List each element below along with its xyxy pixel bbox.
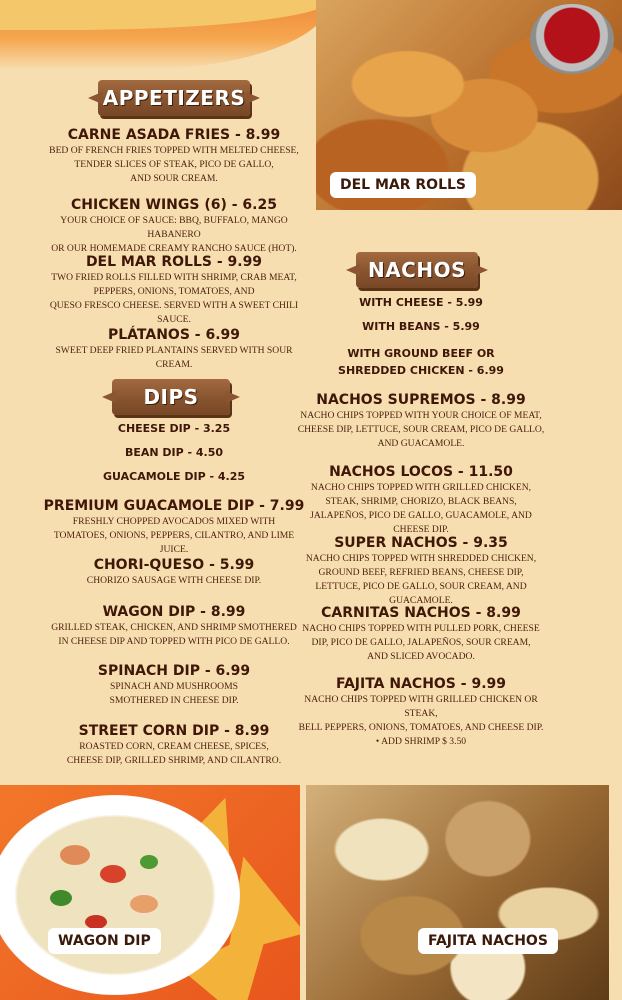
item-name: WITH CHEESE - 5.99 — [359, 296, 483, 309]
menu-item-chicken-wings — [40, 196, 308, 256]
item-name: SPINACH DIP - 6.99 — [97, 663, 251, 679]
menu-item-spinach-dip — [40, 662, 308, 708]
menu-item-nachos-with-cheese — [296, 296, 546, 310]
item-name: CHICKEN WINGS (6) - 6.25 — [71, 197, 277, 213]
tomato-topping — [85, 915, 107, 929]
dips-heading: DIPS — [112, 379, 230, 415]
menu-item-nachos-locos — [296, 463, 546, 537]
item-name: CARNITAS NACHOS - 8.99 — [321, 605, 521, 621]
item-name: NACHOS SUPREMOS - 8.99 — [316, 392, 526, 408]
item-description: SWEET DEEP FRIED PLANTAINS SERVED WITH SOUR CREAM. — [55, 345, 293, 370]
item-name: CARNE ASADA FRIES - 8.99 — [67, 127, 281, 143]
item-name: BEAN DIP - 4.50 — [124, 446, 224, 459]
item-description: BED OF FRENCH FRIES TOPPED WITH MELTED CHEESE, TENDER SLICES OF STEAK, PICO DE GALLO, AND SOUR CREAM. — [49, 145, 299, 184]
tomato-topping — [100, 865, 126, 883]
cilantro-topping — [140, 855, 158, 869]
item-name: CHORI-QUESO - 5.99 — [93, 557, 255, 573]
item-name: GUACAMOLE DIP - 4.25 — [102, 470, 246, 483]
item-description: GRILLED STEAK, CHICKEN, AND SHRIMP SMOTHERED IN CHEESE DIP AND TOPPED WITH PICO DE GALLO. — [51, 622, 297, 647]
menu-item-carne-asada-fries — [40, 126, 308, 186]
item-name: WITH BEANS - 5.99 — [362, 320, 480, 333]
item-description: NACHO CHIPS TOPPED WITH PULLED PORK, CHEESE DIP, PICO DE GALLO, JALAPEÑOS, SOUR CREAM, AND SLICED AVOCADO. — [302, 623, 540, 662]
item-name: STREET CORN DIP - 8.99 — [78, 723, 270, 739]
item-name: PREMIUM GUACAMOLE DIP - 7.99 — [43, 498, 305, 514]
dip-bowl — [0, 795, 240, 995]
shrimp-topping — [130, 895, 158, 913]
fajita-nachos-photo-label: FAJITA NACHOS — [418, 928, 558, 954]
item-description: FRESHLY CHOPPED AVOCADOS MIXED WITH TOMATOES, ONIONS, PEPPERS, CILANTRO, AND LIME JUICE. — [53, 516, 295, 555]
wagon-dip-photo-label: WAGON DIP — [48, 928, 161, 954]
appetizers-heading: APPETIZERS — [98, 80, 250, 116]
item-description: NACHO CHIPS TOPPED WITH GRILLED CHICKEN OR STEAK, BELL PEPPERS, ONIONS, TOMATOES, AND CHEESE DIP. • ADD SHRIMP $ 3.50 — [298, 694, 544, 747]
menu-item-super-nachos — [296, 534, 546, 608]
del-mar-rolls-photo-label: DEL MAR ROLLS — [330, 172, 476, 198]
item-description: SPINACH AND MUSHROOMS SMOTHERED IN CHEESE DIP. — [109, 681, 239, 706]
item-name: SUPER NACHOS - 9.35 — [334, 535, 508, 551]
wagon-dip-photo — [0, 785, 300, 1000]
shrimp-topping — [60, 845, 90, 865]
item-description: NACHO CHIPS TOPPED WITH GRILLED CHICKEN, STEAK, SHRIMP, CHORIZO, BLACK BEANS, JALAPEÑOS, PICO DE GALLO, GUACAMOLE, AND CHEESE DIP. — [310, 482, 532, 535]
item-description: NACHO CHIPS TOPPED WITH SHREDDED CHICKEN, GROUND BEEF, REFRIED BEANS, CHEESE DIP, LETTUCE, PICO DE GALLO, SOUR CREAM, AND GUACAMOLE. — [305, 553, 537, 606]
menu-item-guacamole-dip — [40, 470, 308, 484]
menu-item-wagon-dip — [40, 603, 308, 649]
menu-item-bean-dip — [40, 446, 308, 460]
menu-item-chori-queso — [40, 556, 308, 588]
menu-item-premium-guacamole-dip — [40, 497, 308, 557]
item-name: PLÁTANOS - 6.99 — [107, 327, 241, 343]
menu-item-cheese-dip — [40, 422, 308, 436]
item-description: ROASTED CORN, CREAM CHEESE, SPICES, CHEESE DIP, GRILLED SHRIMP, AND CILANTRO. — [66, 741, 282, 766]
item-name: CHEESE DIP - 3.25 — [117, 422, 231, 435]
fajita-nachos-photo — [306, 785, 609, 1000]
item-description: CHORIZO SAUSAGE WITH CHEESE DIP. — [86, 575, 262, 586]
item-description: NACHO CHIPS TOPPED WITH YOUR CHOICE OF MEAT, CHEESE DIP, LETTUCE, SOUR CREAM, PICO DE GALLO, AND GUACAMOLE. — [297, 410, 545, 449]
del-mar-rolls-photo — [316, 0, 622, 210]
cilantro-topping — [50, 890, 72, 906]
menu-item-carnitas-nachos — [296, 604, 546, 664]
menu-item-street-corn-dip — [40, 722, 308, 768]
item-name: NACHOS LOCOS - 11.50 — [329, 464, 513, 480]
menu-item-nachos-with-meat — [296, 345, 546, 379]
menu-item-platanos — [40, 326, 308, 372]
menu-item-nachos-with-beans — [296, 320, 546, 334]
chili-sauce-cup — [530, 4, 614, 74]
menu-item-del-mar-rolls — [40, 253, 308, 327]
menu-item-fajita-nachos — [296, 675, 546, 749]
item-name: DEL MAR ROLLS - 9.99 — [85, 254, 263, 270]
menu-item-nachos-supremos — [296, 391, 546, 451]
nachos-heading: NACHOS — [356, 252, 478, 288]
item-description: YOUR CHOICE OF SAUCE: BBQ, BUFFALO, MANGO HABANERO OR OUR HOMEMADE CREAMY RANCHO SAUCE (HOT). — [51, 215, 297, 254]
item-name: FAJITA NACHOS - 9.99 — [335, 676, 506, 692]
item-description: TWO FRIED ROLLS FILLED WITH SHRIMP, CRAB MEAT, PEPPERS, ONIONS, TOMATOES, AND QUESO FRESCO CHEESE. SERVED WITH A SWEET CHILI SAUCE. — [49, 272, 299, 325]
item-name: WITH GROUND BEEF OR SHREDDED CHICKEN - 6.99 — [338, 347, 504, 377]
item-name: WAGON DIP - 8.99 — [102, 604, 246, 620]
